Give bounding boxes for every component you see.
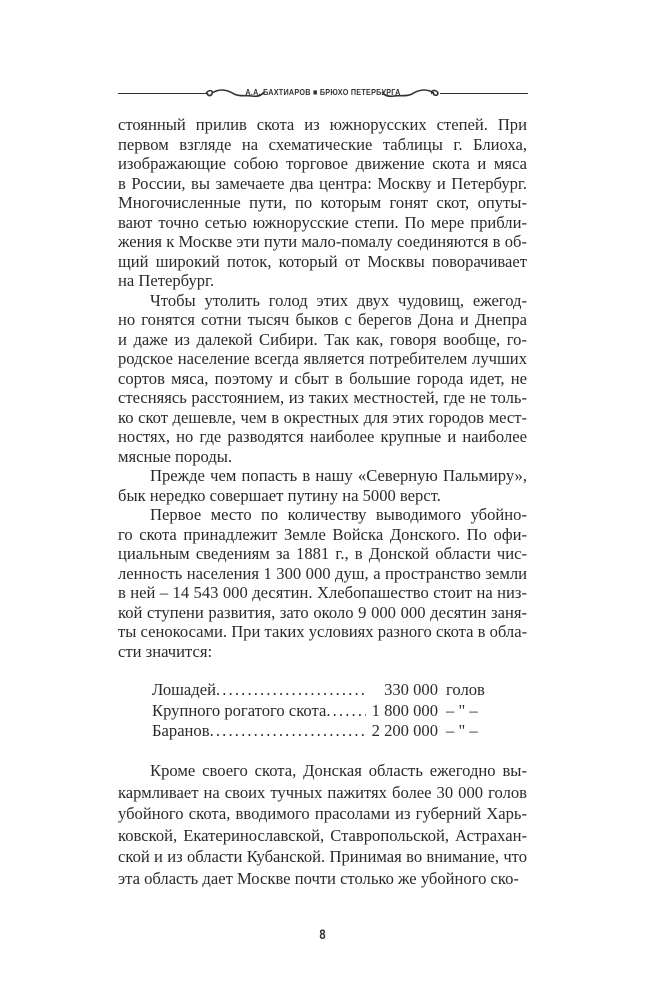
body-text-continued — [118, 760, 527, 890]
text-line: мясные породы. — [118, 446, 233, 466]
text-line: в ней – 14 543 000 десятин. Хлебопашество стоит на низ- — [118, 583, 527, 602]
text-line: сортов мяса, поэтому и сбыт в большие города идет, не — [118, 368, 527, 388]
livestock-count: 1 800 000 — [371, 700, 438, 720]
livestock-name: Лошадей — [152, 680, 216, 699]
text-line: эта область дает Москве почти столько же убойного ско- — [118, 868, 519, 888]
text-line: сти значится: — [118, 641, 213, 661]
text-line: вают точно сетью южнорусские степи. По мере прибли- — [118, 212, 527, 232]
header-title: А.А. БАХТИАРОВ ■ БРЮХО ПЕТЕРБУРГА — [245, 87, 401, 97]
livestock-table — [152, 680, 528, 742]
leader-dots — [210, 721, 366, 742]
text-line: но гонятся сотни тысяч быков с берегов Дона и Днепра — [118, 310, 527, 329]
text-line: Многочисленные пути, по которым гонят скот, опуты- — [118, 193, 527, 212]
livestock-count: 2 200 000 — [371, 721, 438, 740]
text-line: убойного скота, вводимого прасолами из губерний Харь- — [118, 804, 527, 824]
body-text — [118, 115, 527, 661]
text-line: ленность населения 1 300 000 душ, а пространство земли — [118, 563, 527, 583]
livestock-name: Баранов — [152, 721, 210, 740]
text-line: изображающие собою торговое движение скота и мяса — [118, 154, 527, 173]
text-line: Прежде чем попасть в нашу «Северную Пальмиру», — [150, 466, 527, 485]
livestock-unit: – " – — [446, 721, 478, 740]
text-line: ты сенокосами. При таких условиях разного скота в обла- — [118, 622, 528, 641]
text-line: циальным сведениям за 1881 г., в Донской области чис- — [118, 544, 527, 563]
table-row — [152, 721, 528, 742]
text-line: Кроме своего скота, Донская область ежегодно вы- — [150, 761, 527, 780]
text-line: стоянный прилив скота из южнорусских степей. При — [118, 115, 527, 134]
text-line: жения к Москве эти пути мало-помалу соединяются в об- — [118, 232, 527, 251]
text-line: ковской, Екатеринославской, Ставропольской, Астрахан- — [118, 825, 527, 845]
text-line: первом взгляде на схематические таблицы г. Блиоха, — [118, 134, 527, 154]
text-line: Первое место по количеству выводимого убойно- — [150, 505, 527, 524]
text-line: на Петербург. — [118, 271, 215, 290]
livestock-name: Крупного рогатого скота — [152, 700, 327, 720]
livestock-count: 330 000 — [384, 680, 438, 699]
text-line: щий широкий поток, который от Москвы поворачивает — [118, 251, 527, 271]
text-line: ко скот дешевле, чем в окрестных для этих городов мест- — [118, 407, 527, 427]
livestock-unit: – " – — [446, 700, 478, 720]
text-line: кармливает на своих тучных пажитях более 30 000 голов — [118, 782, 527, 802]
page-number: 8 — [319, 926, 326, 942]
text-line: ской и из области Кубанской. Принимая во внимание, что — [118, 847, 527, 867]
text-line: кой ступени развития, зато около 9 000 000 десятин заня- — [118, 602, 527, 622]
table-row — [152, 701, 528, 722]
header-rule-right — [440, 93, 528, 94]
text-line: го скота принадлежит Земле Войска Донского. По офи- — [118, 524, 527, 544]
text-line: стесняясь расстоянием, из таких местностей, где не толь- — [118, 388, 527, 407]
text-line: и даже из далекой Сибири. Так как, говоря вообще, го- — [118, 329, 527, 349]
text-line: Чтобы утолить голод этих двух чудовищ, ежегод- — [150, 290, 527, 310]
text-line: родское население всегда является потребителем лучших — [118, 349, 527, 368]
ornament-right-icon — [380, 84, 442, 102]
leader-dots — [326, 701, 366, 722]
running-header — [118, 80, 528, 106]
livestock-unit: голов — [446, 680, 485, 699]
table-row — [152, 680, 528, 701]
text-line: ностях, но где разводятся наиболее крупные и наиболее — [118, 427, 527, 446]
leader-dots — [216, 680, 366, 701]
text-line: в России, вы замечаете два центра: Москву и Петербург. — [118, 173, 527, 193]
text-line: бык нередко совершает путину на 5000 верст. — [118, 485, 441, 505]
